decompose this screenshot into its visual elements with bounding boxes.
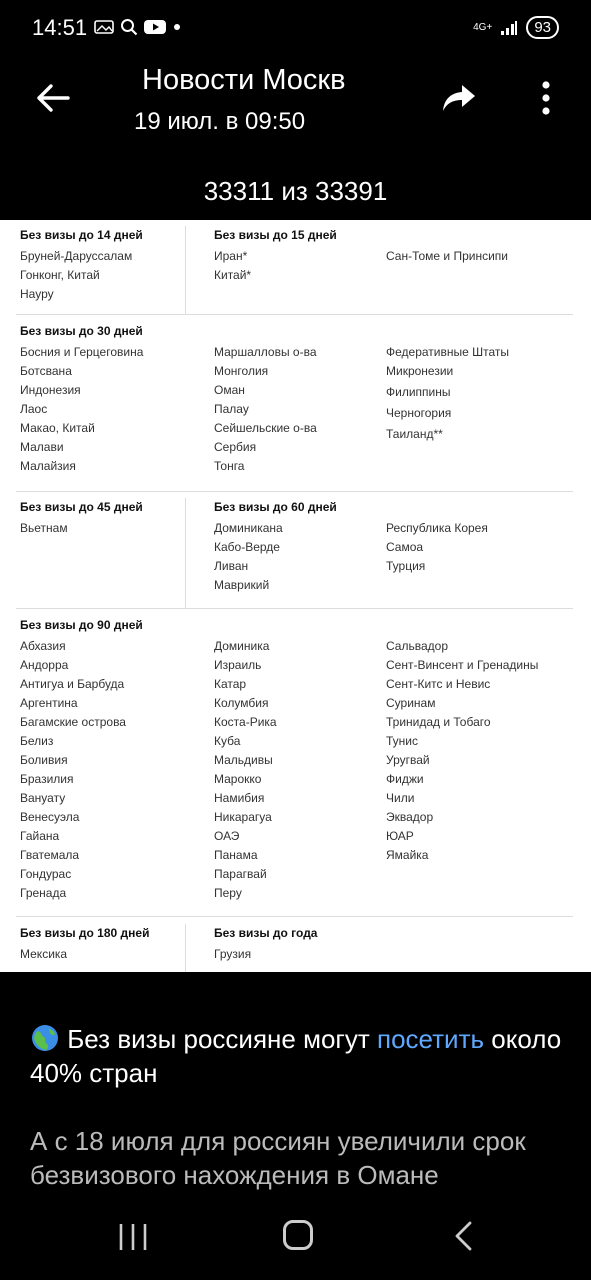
section-45-60-days [16, 498, 573, 608]
column-divider [185, 498, 186, 608]
country-item: Перу [214, 886, 242, 900]
youtube-icon [144, 19, 166, 35]
country-item: Республика Корея [386, 521, 488, 535]
country-item: Иран* [214, 249, 248, 263]
country-item: Сент-Китс и Невис [386, 677, 491, 691]
country-item: Ботсвана [20, 364, 72, 378]
caption-text: Без визы россияне могут [67, 1024, 378, 1054]
country-item: Федеративные Штаты Микронезии [386, 345, 510, 378]
column-divider [185, 924, 186, 972]
country-item: Монголия [214, 364, 269, 378]
country-item: Суринам [386, 696, 436, 710]
caption-text: А с 18 июля для россиян увеличили срок безвизового нахождения в Омане [30, 1126, 526, 1190]
column-1 [20, 616, 143, 903]
column-3 [386, 519, 488, 576]
country-item: Куба [214, 734, 241, 748]
caption-link[interactable]: посетить [377, 1024, 485, 1054]
country-item: Индонезия [20, 383, 81, 397]
column-2 [214, 924, 317, 964]
signal-icon [500, 20, 518, 36]
section-heading: Без визы до 45 дней [20, 500, 143, 514]
country-item: Мальдивы [214, 753, 273, 767]
caption-line-1 [30, 1022, 570, 1090]
country-item: Гайана [20, 829, 60, 843]
column-1 [20, 924, 149, 964]
more-vertical-icon [541, 81, 551, 115]
column-2 [214, 226, 337, 285]
section-30-days [16, 322, 573, 490]
globe-icon [30, 1023, 60, 1053]
country-item: Малайзия [20, 459, 76, 473]
country-item: Сейшельские о-ва [214, 421, 317, 435]
photo-icon [94, 20, 114, 34]
country-item: Фиджи [386, 772, 424, 786]
country-item: Сент-Винсент и Гренадины [386, 658, 539, 672]
image-counter: 33311 из 33391 [203, 176, 388, 206]
country-item: Малави [20, 440, 64, 454]
section-heading: Без визы до 14 дней [20, 228, 143, 242]
back-nav-icon[interactable] [450, 1220, 478, 1252]
country-item: Самоа [386, 540, 424, 554]
country-item: Сербия [214, 440, 257, 454]
arrow-left-icon [35, 83, 71, 113]
caption-line-2 [30, 1124, 570, 1192]
country-item: Бразилия [20, 772, 74, 786]
column-1 [20, 226, 143, 304]
country-item: Антигуа и Барбуда [20, 677, 125, 691]
back-button[interactable] [28, 76, 78, 120]
post-image[interactable] [0, 220, 591, 972]
country-item: ОАЭ [214, 829, 240, 843]
country-item: Макао, Китай [20, 421, 95, 435]
country-item: Филиппины [386, 385, 451, 399]
country-item: Китай* [214, 268, 252, 282]
column-1 [20, 498, 143, 538]
country-item: Грузия [214, 947, 252, 961]
country-item: Тринидад и Тобаго [386, 715, 491, 729]
section-heading: Без визы до 90 дней [20, 618, 143, 632]
country-item: Босния и Герцеговина [20, 345, 144, 359]
section-divider [16, 916, 573, 917]
country-item: Марокко [214, 772, 262, 786]
channel-title: Новости Москв [142, 64, 346, 96]
country-item: Турция [386, 559, 426, 573]
section-180-days-year [16, 924, 573, 972]
country-item: Вьетнам [20, 521, 68, 535]
country-item: Багамские острова [20, 715, 126, 729]
country-item: Израиль [214, 658, 262, 672]
column-3 [386, 343, 566, 444]
column-2 [214, 637, 277, 903]
post-date: 19 июл. в 09:50 [134, 108, 306, 135]
section-14-15-days [16, 226, 573, 314]
status-right [473, 16, 559, 39]
share-button[interactable] [436, 76, 482, 120]
country-item: Чили [386, 791, 415, 805]
country-item: Намибия [214, 791, 265, 805]
more-options-button[interactable] [526, 76, 566, 120]
country-item: Аргентина [20, 696, 78, 710]
recents-icon[interactable] [116, 1222, 150, 1252]
country-item: Венесуэла [20, 810, 80, 824]
country-item: Палау [214, 402, 249, 416]
country-item: Кабо-Верде [214, 540, 280, 554]
country-item: ЮАР [386, 829, 414, 843]
country-item: Колумбия [214, 696, 269, 710]
country-item: Абхазия [20, 639, 66, 653]
country-item: Таиланд** [386, 427, 443, 441]
country-item: Гренада [20, 886, 67, 900]
search-icon [120, 18, 138, 36]
country-item: Гватемала [20, 848, 80, 862]
column-3 [386, 247, 508, 266]
caption-text: около 40% стран [30, 1024, 562, 1088]
country-item: Оман [214, 383, 245, 397]
country-item: Науру [20, 287, 54, 301]
section-heading: Без визы до 30 дней [20, 324, 143, 338]
country-item: Эквадор [386, 810, 434, 824]
country-item: Андорра [20, 658, 69, 672]
country-item: Коста-Рика [214, 715, 277, 729]
country-item: Лаос [20, 402, 48, 416]
home-icon[interactable] [283, 1220, 313, 1250]
network-type: 4G+ [473, 21, 493, 33]
country-item: Боливия [20, 753, 68, 767]
country-item: Бруней-Даруссалам [20, 249, 133, 263]
section-heading: Без визы до года [214, 926, 318, 940]
notification-icons [94, 18, 182, 36]
section-divider [16, 491, 573, 492]
column-2 [214, 343, 317, 476]
country-item: Катар [214, 677, 247, 691]
column-3 [386, 637, 538, 865]
country-item: Доминика [214, 639, 270, 653]
country-item: Маршалловы о-ва [214, 345, 317, 359]
dot-icon [172, 22, 182, 32]
country-item: Ямайка [386, 848, 429, 862]
country-item: Уругвай [386, 753, 430, 767]
status-bar [0, 0, 591, 56]
country-item: Тонга [214, 459, 245, 473]
country-item: Гонконг, Китай [20, 268, 100, 282]
system-nav-bar [0, 1196, 591, 1280]
column-1 [20, 322, 143, 476]
section-divider [16, 314, 573, 315]
country-item: Панама [214, 848, 258, 862]
country-item: Черногория [386, 406, 452, 420]
country-item: Парагвай [214, 867, 267, 881]
battery-indicator: 93 [526, 16, 559, 39]
status-time: 14:51 [32, 15, 88, 40]
section-90-days [16, 616, 573, 912]
section-heading: Без визы до 180 дней [20, 926, 150, 940]
country-item: Никарагуа [214, 810, 272, 824]
post-caption [30, 1022, 570, 1192]
section-heading: Без визы до 15 дней [214, 228, 337, 242]
section-heading: Без визы до 60 дней [214, 500, 337, 514]
country-item: Мексика [20, 947, 68, 961]
country-item: Гондурас [20, 867, 72, 881]
section-divider [16, 608, 573, 609]
country-item: Вануату [20, 791, 66, 805]
country-item: Белиз [20, 734, 54, 748]
column-2 [214, 498, 337, 595]
country-item: Доминикана [214, 521, 283, 535]
country-item: Сальвадор [386, 639, 448, 653]
column-divider [185, 226, 186, 314]
share-arrow-icon [442, 83, 476, 113]
country-item: Ливан [214, 559, 249, 573]
app-header [0, 56, 591, 220]
country-item: Маврикий [214, 578, 270, 592]
country-item: Тунис [386, 734, 418, 748]
country-item: Сан-Томе и Принсипи [386, 249, 508, 263]
